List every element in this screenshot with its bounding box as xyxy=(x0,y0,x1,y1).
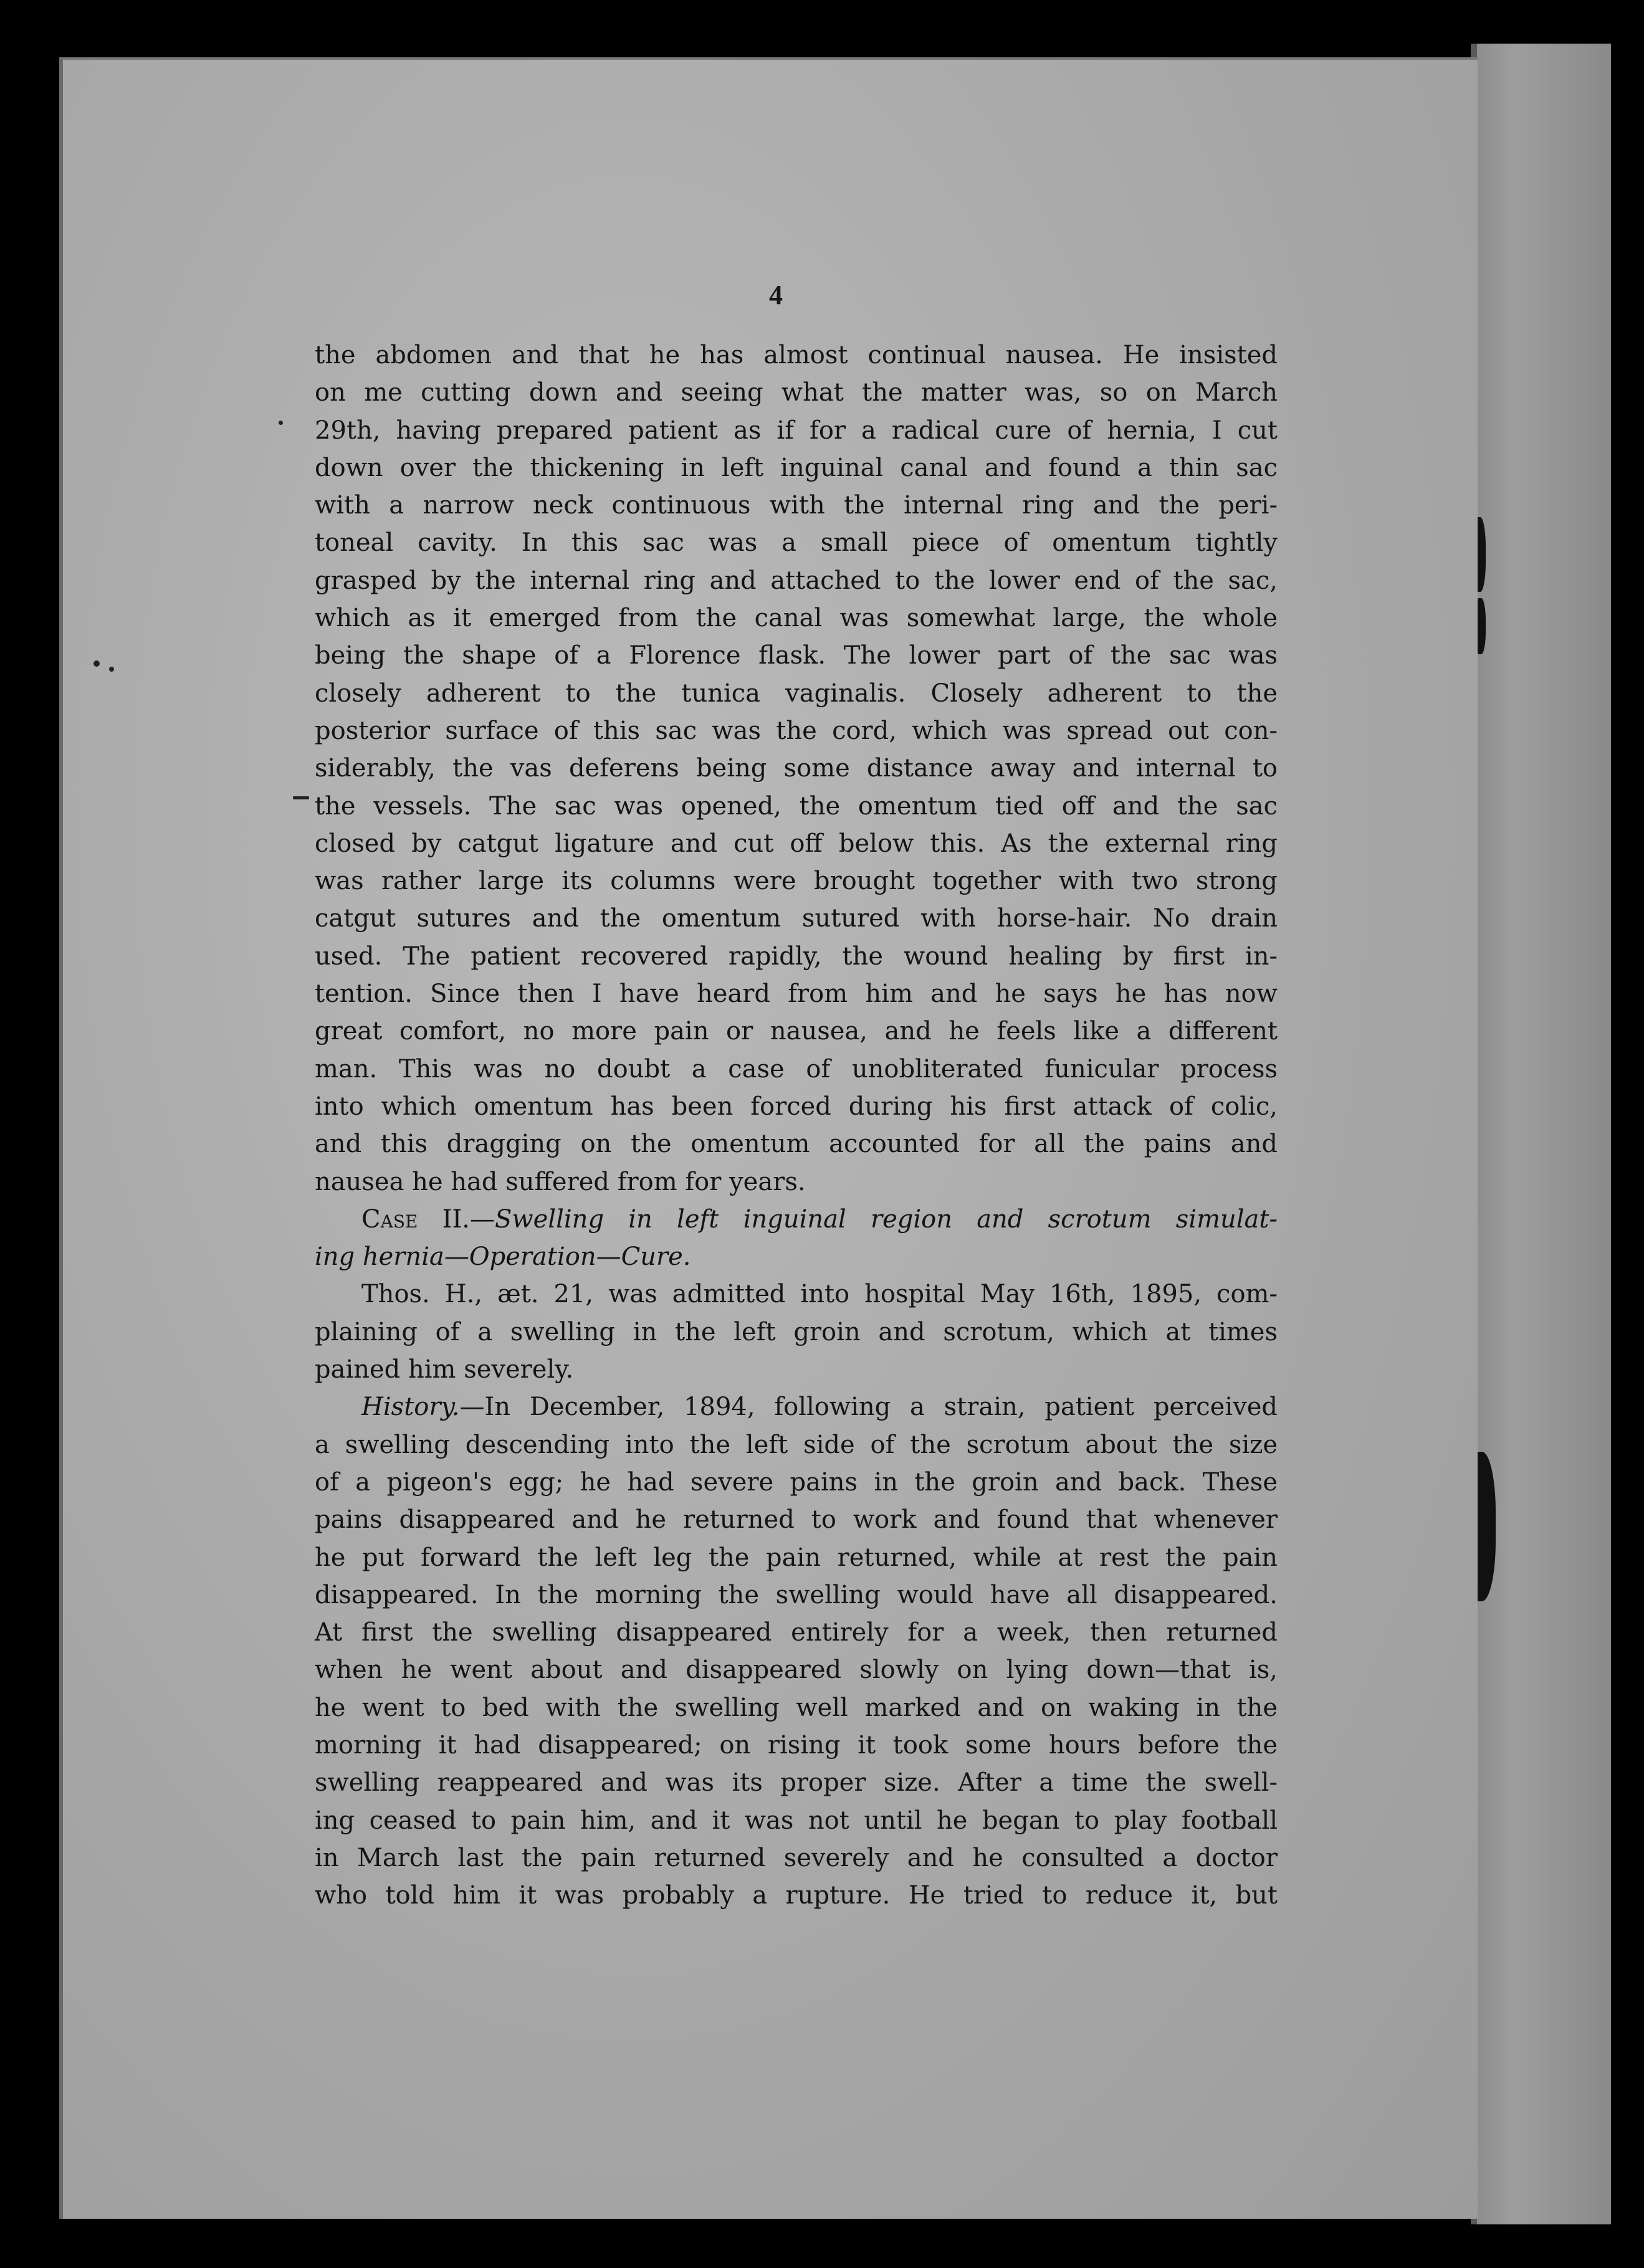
text-line: pains disappeared and he returned to work and found that whenever xyxy=(315,1505,1278,1535)
text-line: and this dragging on the omentum accounted for all the pains and xyxy=(315,1130,1278,1159)
text-line: into which omentum has been forced during his first attack of colic, xyxy=(315,1092,1278,1121)
text-line: tention. Since then I have heard from him and he says he has now xyxy=(315,979,1278,1009)
text-line: plaining of a swelling in the left groin and scrotum, which at times xyxy=(315,1317,1278,1346)
text-line: with a narrow neck continuous with the internal ring and the peri- xyxy=(315,491,1278,520)
text-line: ing ceased to pain him, and it was not until he began to play football xyxy=(315,1806,1278,1835)
text-line: used. The patient recovered rapidly, the wound healing by first in- xyxy=(315,941,1278,971)
text-line: he went to bed with the swelling well marked and on waking in the xyxy=(315,1693,1278,1722)
text-line: when he went about and disappeared slowly on lying down—that is, xyxy=(315,1656,1278,1685)
text-line: the vessels. The sac was opened, the omentum tied off and the sac xyxy=(315,791,1278,821)
scan-speck xyxy=(93,660,100,667)
text-line: posterior surface of this sac was the cord, which was spread out con- xyxy=(315,716,1278,745)
text-line: 29th, having prepared patient as if for a radical cure of hernia, I cut xyxy=(315,416,1278,445)
history-label: History. xyxy=(361,1393,460,1422)
case-label: Case II. xyxy=(361,1204,470,1234)
case-title-continued: ing hernia—Operation—Cure. xyxy=(315,1242,691,1272)
text-line: the abdomen and that he has almost continual nausea. He insisted xyxy=(315,341,1278,369)
text-line: of a pigeon's egg; he had severe pains in the groin and back. These xyxy=(315,1467,1278,1497)
text-line: he put forward the left leg the pain returned, while at rest the pain xyxy=(315,1543,1278,1572)
case-title: —Swelling in left inguinal region and scrotum simulat- xyxy=(469,1204,1278,1234)
body-text xyxy=(315,336,1278,1914)
scan-speck xyxy=(279,421,283,425)
history-heading xyxy=(315,1388,1278,1426)
text-line: being the shape of a Florence flask. The lower part of the sac was xyxy=(315,641,1278,670)
text-line: disappeared. In the morning the swelling would have all disappeared. xyxy=(315,1580,1278,1609)
text-line: on me cutting down and seeing what the matter was, so on March xyxy=(315,378,1278,407)
text-line: great comfort, no more pain or nausea, and he feels like a different xyxy=(315,1017,1278,1046)
text-line: toneal cavity. In this sac was a small piece of omentum tightly xyxy=(315,528,1278,558)
page-number: 4 xyxy=(769,280,783,310)
text-line: nausea he had suffered from for years. xyxy=(315,1167,806,1196)
text-line: swelling reappeared and was its proper size. After a time the swell- xyxy=(315,1768,1278,1798)
text-line: morning it had disappeared; on rising it took some hours before the xyxy=(315,1730,1278,1760)
text-line: man. This was no doubt a case of unobliterated funicular process xyxy=(315,1054,1278,1084)
text-line: pained him severely. xyxy=(315,1355,574,1384)
scan-speck xyxy=(109,667,114,672)
text-line: down over the thickening in left inguinal canal and found a thin sac xyxy=(315,453,1278,482)
text-line: which as it emerged from the canal was somewhat large, the whole xyxy=(315,604,1278,633)
adjacent-page-edge xyxy=(1474,44,1611,2224)
text-line: Thos. H., æt. 21, was admitted into hospital May 16th, 1895, com- xyxy=(361,1280,1278,1309)
case-heading xyxy=(315,1201,1278,1238)
text-line: closed by catgut ligature and cut off below this. As the external ring xyxy=(315,829,1278,858)
text-line: siderably, the vas deferens being some distance away and internal to xyxy=(315,754,1278,783)
history-first-line: —In December, 1894, following a strain, patient perceived xyxy=(459,1393,1278,1422)
text-line: closely adherent to the tunica vaginalis. Closely adherent to the xyxy=(315,679,1278,708)
text-line: catgut sutures and the omentum sutured with horse-hair. No drain xyxy=(315,904,1278,933)
text-line: in March last the pain returned severely and he consulted a doctor xyxy=(315,1843,1278,1872)
text-line: grasped by the internal ring and attached to the lower end of the sac, xyxy=(315,566,1278,595)
text-line: was rather large its columns were brought together with two strong xyxy=(315,867,1278,896)
text-line: a swelling descending into the left side of the scrotum about the size xyxy=(315,1430,1278,1459)
text-line: At first the swelling disappeared entirely for a week, then returned xyxy=(315,1618,1278,1647)
text-line: who told him it was probably a rupture. He tried to reduce it, but xyxy=(315,1881,1278,1910)
scan-speck xyxy=(293,796,309,799)
